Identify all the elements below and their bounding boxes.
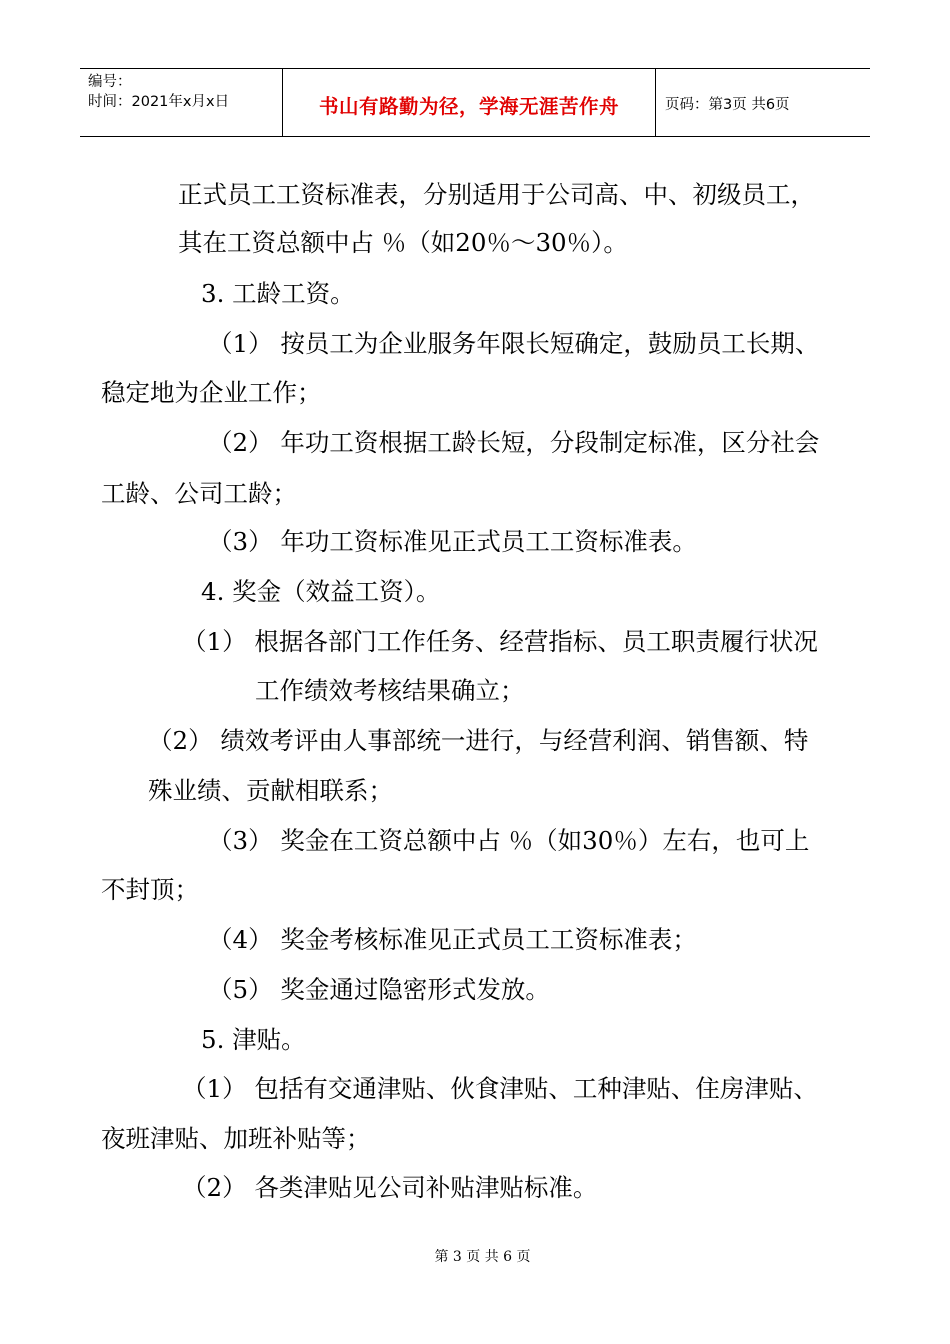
body-line: 工作绩效考核结果确立；: [255, 676, 525, 705]
page-header: [80, 68, 870, 137]
body-line: 其在工资总额中占 ％（如20％～30％）。: [178, 228, 628, 257]
body-line: （5） 奖金通过隐密形式发放。: [208, 975, 550, 1004]
body-line: （3） 年功工资标准见正式员工工资标准表。: [208, 527, 697, 556]
body-line: （4） 奖金考核标准见正式员工工资标准表；: [208, 925, 697, 954]
body-line: （1） 根据各部门工作任务、经营指标、员工职责履行状况: [182, 627, 818, 656]
header-divider: [655, 69, 656, 136]
doc-number-label: 编号：: [88, 74, 132, 90]
body-line: （3） 奖金在工资总额中占 ％（如30％）左右，也可上: [208, 826, 810, 855]
header-divider: [282, 69, 283, 136]
header-motto: 书山有路勤为径，学海无涯苦作舟: [318, 95, 619, 118]
body-line: （1） 按员工为企业服务年限长短确定，鼓励员工长期、: [208, 329, 820, 358]
section-heading: 3. 工龄工资。: [201, 279, 355, 308]
section-heading: 4. 奖金（效益工资）。: [201, 577, 441, 606]
body-line: （2） 各类津贴见公司补贴津贴标准。: [182, 1173, 598, 1202]
section-heading: 5. 津贴。: [201, 1025, 306, 1054]
header-meta: [88, 72, 229, 112]
page-footer: 第 3 页 共 6 页: [434, 1249, 531, 1265]
body-line: 正式员工工资标准表，分别适用于公司高、中、初级员工，: [178, 180, 815, 209]
body-line: 夜班津贴、加班补贴等；: [101, 1124, 371, 1153]
body-line: （2） 年功工资根据工龄长短，分段制定标准，区分社会: [208, 428, 820, 457]
body-line: （2） 绩效考评由人事部统一进行，与经营利润、销售额、特: [148, 726, 809, 755]
time-label: 时间：2021年x月x日: [88, 94, 230, 110]
body-line: （1） 包括有交通津贴、伙食津贴、工种津贴、住房津贴、: [182, 1074, 818, 1103]
body-line: 不封顶；: [101, 875, 199, 904]
body-line: 工龄、公司工龄；: [101, 479, 297, 508]
body-line: 稳定地为企业工作；: [101, 378, 322, 407]
body-line: 殊业绩、贡献相联系；: [148, 776, 393, 805]
header-page-number: 页码：第3页 共6页: [665, 97, 790, 113]
